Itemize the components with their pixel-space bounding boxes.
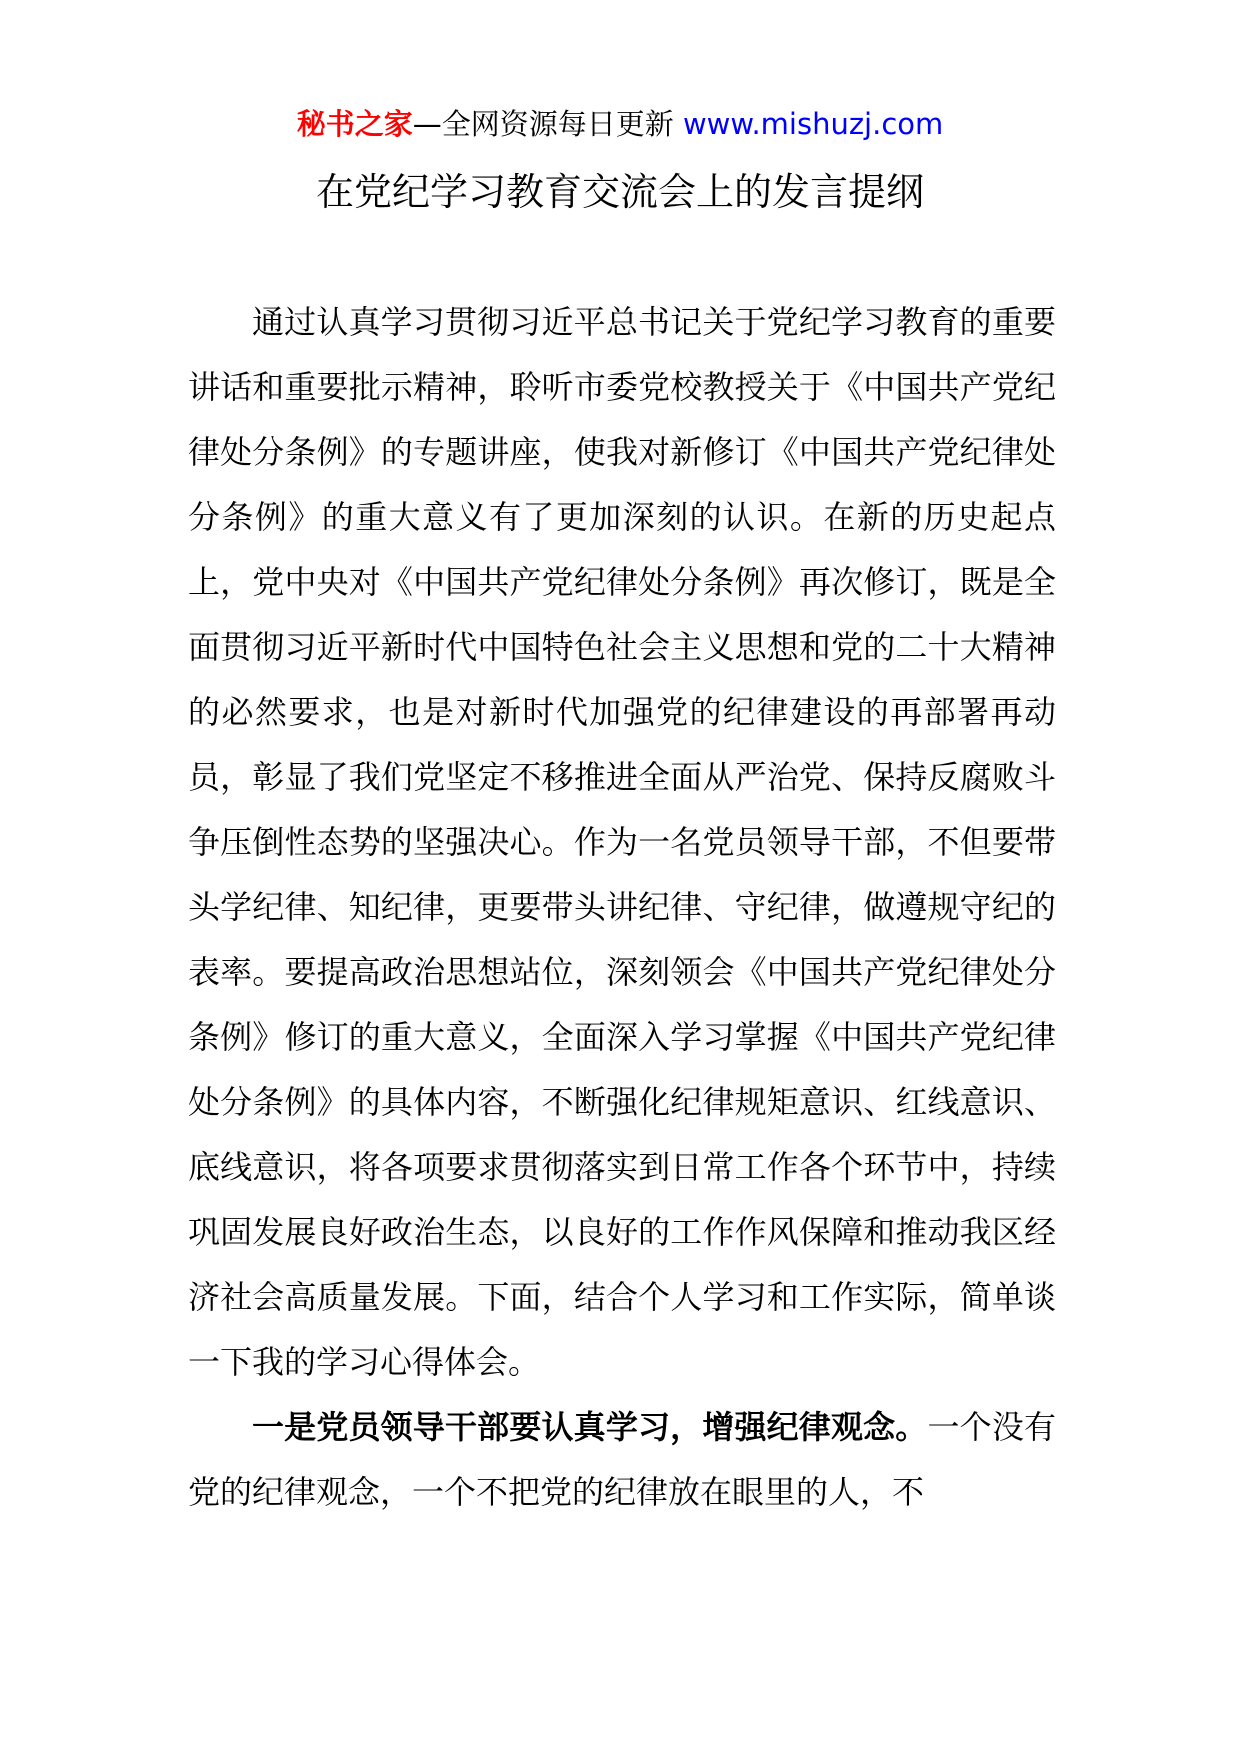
site-brand-name: 秘书之家 [296, 107, 413, 141]
document-title: 在党纪学习教育交流会上的发言提纲 [315, 170, 924, 214]
point-one-text: 一个没有党的纪律观念，一个不把党的纪律放在眼里的人，不 [188, 1408, 1056, 1511]
intro-paragraph: 通过认真学习贯彻习近平总书记关于党纪学习教育的重要讲话和重要批示精神，聆听市委党校教授关于《中国共产党纪律处分条例》的专题讲座，使我对新修订《中国共产党纪律处分条例》的重大意义有了更加深刻的认识。在新的历史起点上，党中央对《中国共产党纪律处分条例》再次修订，既是全面贯彻习近平新时代中国特色社会主义思想和党的二十大精神的必然要求，也是对新时代加强党的纪律建设的再部署再动员，彰显了我们党坚定不移推进全面从严治党、保持反腐败斗争压倒性态势的坚强决心。作为一名党员领导干部，不但要带头学纪律、知纪律，更要带头讲纪律、守纪律，做遵规守纪的表率。要提高政治思想站位，深刻领会《中国共产党纪律处分条例》修订的重大意义，全面深入学习掌握《中国共产党纪律处分条例》的具体内容，不断强化纪律规矩意识、红线意识、底线意识，将各项要求贯彻落实到日常工作各个环节中，持续巩固发展良好政治生态，以良好的工作作风保障和推动我区经济社会高质量发展。下面，结合个人学习和工作实际，简单谈一下我的学习心得体会。 [188, 303, 1056, 1381]
site-tagline: —全网资源每日更新 [412, 107, 674, 141]
document-body [188, 290, 1056, 1525]
point-one-paragraph [188, 1395, 1056, 1525]
point-one-heading: 一是党员领导干部要认真学习，增强纪律观念。 [252, 1408, 928, 1446]
site-banner [0, 100, 1240, 148]
site-url-link[interactable]: www.mishuzj.com [682, 107, 944, 141]
